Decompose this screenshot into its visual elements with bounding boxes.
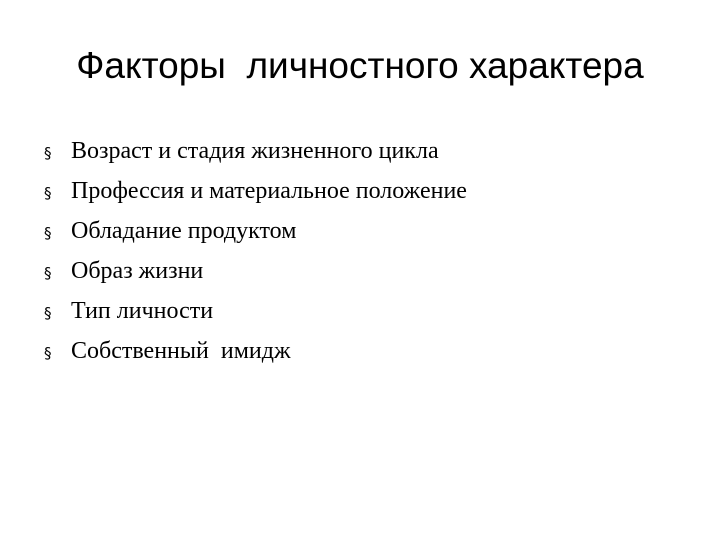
list-item-text: Возраст и стадия жизненного цикла [71,138,439,164]
list-item-text: Образ жизни [71,258,204,284]
list-item [44,131,467,171]
list-item-text: Обладание продуктом [71,218,297,244]
list-item [44,171,467,211]
list-item [44,291,467,331]
bullet-list [44,131,467,371]
list-item-text: Тип личности [71,298,214,324]
list-item-text: Собственный имидж [71,338,291,364]
bullet-marker-icon: § [44,144,52,162]
slide-title: Факторы личностного характера [76,45,644,86]
bullet-marker-icon: § [44,304,52,322]
bullet-marker-icon: § [44,184,52,202]
list-item-text: Профессия и материальное положение [71,178,467,204]
bullet-marker-icon: § [44,224,52,242]
list-item [44,331,467,371]
bullet-marker-icon: § [44,344,52,362]
bullet-marker-icon: § [44,264,52,282]
list-item [44,211,467,251]
list-item [44,251,467,291]
